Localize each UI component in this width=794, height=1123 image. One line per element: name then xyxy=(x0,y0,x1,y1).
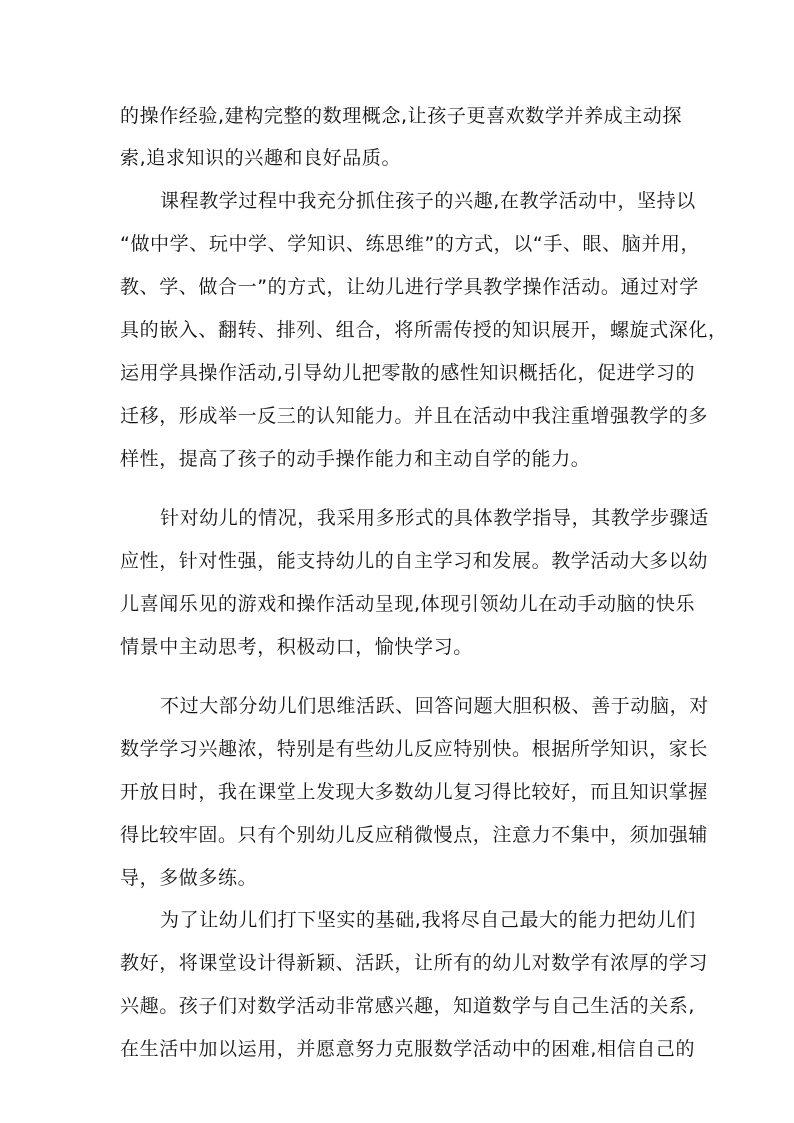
text-line: 数学学习兴趣浓，特别是有些幼儿反应特别快。根据所学知识，家长 xyxy=(120,738,709,760)
text-line: 样性，提高了孩子的动手操作能力和主动自学的能力。 xyxy=(120,448,591,470)
text-line: 导，多做多练。 xyxy=(120,867,258,889)
text-line: 应性，针对性强，能支持幼儿的自主学习和发展。教学活动大多以幼 xyxy=(120,550,709,572)
text-line: 教、学、做合一”的方式，让幼儿进行学具教学操作活动。通过对学 xyxy=(120,276,699,298)
text-line: 具的嵌入、翻转、排列、组合，将所需传授的知识展开，螺旋式深化， xyxy=(120,319,728,341)
text-line: 不过大部分幼儿们思维活跃、回答问题大胆积极、善于动脑，对 xyxy=(160,695,709,717)
text-line: 情景中主动思考，积极动口，愉快学习。 xyxy=(120,636,473,658)
text-line: 索,追求知识的兴趣和良好品质。 xyxy=(120,147,402,169)
text-line: 得比较牢固。只有个别幼儿反应稍微慢点，注意力不集中，须加强辅 xyxy=(120,824,709,846)
text-line: 课程教学过程中我充分抓住孩子的兴趣,在教学活动中，坚持以 xyxy=(160,190,696,212)
text-line: 迁移，形成举一反三的认知能力。并且在活动中我注重增强教学的多 xyxy=(120,405,709,427)
text-line: “做中学、玩中学、学知识、练思维”的方式，以“手、眼、脑并用， xyxy=(120,233,701,255)
text-line: 针对幼儿的情况，我采用多形式的具体教学指导，其教学步骤适 xyxy=(160,507,709,529)
text-line: 在生活中加以运用，并愿意努力克服数学活动中的困难,相信自己的 xyxy=(120,1038,696,1060)
text-line: 儿喜闻乐见的游戏和操作活动呈现,体现引领幼儿在动手动脑的快乐 xyxy=(120,593,696,615)
text-line: 兴趣。孩子们对数学活动非常感兴趣，知道数学与自己生活的关系, xyxy=(120,995,696,1017)
text-line: 的操作经验,建构完整的数理概念,让孩子更喜欢数学并养成主动探 xyxy=(120,105,683,127)
text-line: 运用学具操作活动,引导幼儿把零散的感性知识概括化，促进学习的 xyxy=(120,362,696,384)
text-line: 教好，将课堂设计得新颖、活跃，让所有的幼儿对数学有浓厚的学习 xyxy=(120,952,709,974)
text-line: 开放日时，我在课堂上发现大多数幼儿复习得比较好，而且知识掌握 xyxy=(120,781,709,803)
text-line: 为了让幼儿们打下坚实的基础,我将尽自己最大的能力把幼儿们 xyxy=(160,909,696,931)
